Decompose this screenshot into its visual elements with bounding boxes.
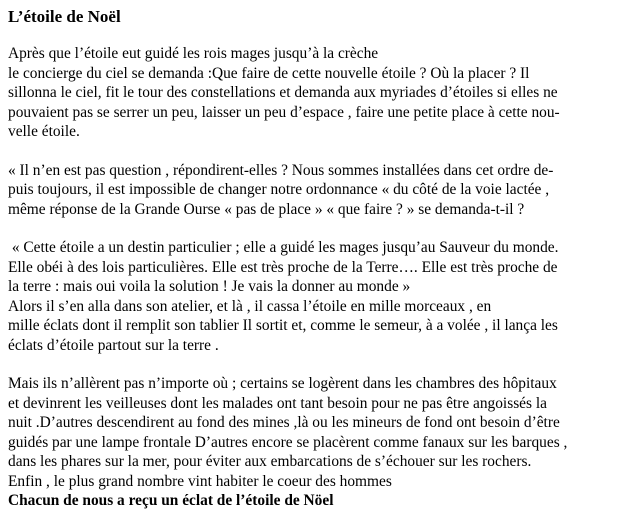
text-line: guidés par une lampe frontale D’autres encore se placèrent comme fanaux sur les barques , [8,433,568,451]
text-line: Mais ils n’allèrent pas n’importe où ; certains se logèrent dans les chambres des hôpitaux [8,375,557,392]
text-line: Enfin , le plus grand nombre vint habiter le coeur des hommes [8,472,392,490]
text-line: dans les phares sur la mer, pour éviter aux embarcations de s’échouer sur les rochers. [8,453,532,470]
text-line: sillonna le ciel, fit le tour des constellations et demanda aux myriades d’étoiles si elles ne [8,84,558,101]
text-line: « Il n’en est pas question , répondirent-elles ? Nous sommes installées dans cet ordre de- [8,161,554,179]
paragraph-1 [8,44,614,142]
document-page [8,6,614,511]
text-line: nuit .D’autres descendirent au fond des mines ,là ou les mineurs de fond ont besoin d’être [8,414,560,431]
document-title: L’étoile de Noël [8,7,121,26]
text-line: la terre : mais oui voila la solution ! Je vais la donner au monde » [8,278,411,295]
paragraph-3 [8,238,614,355]
paragraph-2 [8,161,614,220]
text-line: mille éclats dont il remplit son tablier Il sortit et, comme le semeur, à a volée , il lança les [8,317,558,334]
text-line: puis toujours, il est impossible de changer notre ordonnance « du côté de la voie lactée , [8,181,550,198]
text-line: pouvaient pas se serrer un peu, laisser un peu d’espace , faire une petite place à cette nou- [8,103,560,121]
text-line: « Cette étoile a un destin particulier ; elle a guidé les mages jusqu’au Sauveur du monde. [8,239,559,256]
text-line: le concierge du ciel se demanda :Que faire de cette nouvelle étoile ? Où la placer ? Il [8,64,530,82]
text-line: Elle obéi à des lois particulières. Elle est très proche de la Terre…. Elle est très proche de [8,258,558,276]
text-line: même réponse de la Grande Ourse « pas de place » « que faire ? » se demanda-t-il ? [8,200,525,218]
paragraph-4 [8,374,614,511]
text-line: velle étoile. [8,123,80,140]
text-line: Alors il s’en alla dans son atelier, et là , il cassa l’étoile en mille morceaux , en [8,297,492,315]
text-line: Après que l’étoile eut guidé les rois mages jusqu’à la crèche [8,45,379,62]
text-line: éclats d’étoile partout sur la terre . [8,336,219,354]
text-line: et devinrent les veilleuses dont les malades ont tant besoin pour ne pas être angoissés la [8,394,547,412]
closing-line: Chacun de nous a reçu un éclat de l’étoile de Nöel [8,492,334,509]
